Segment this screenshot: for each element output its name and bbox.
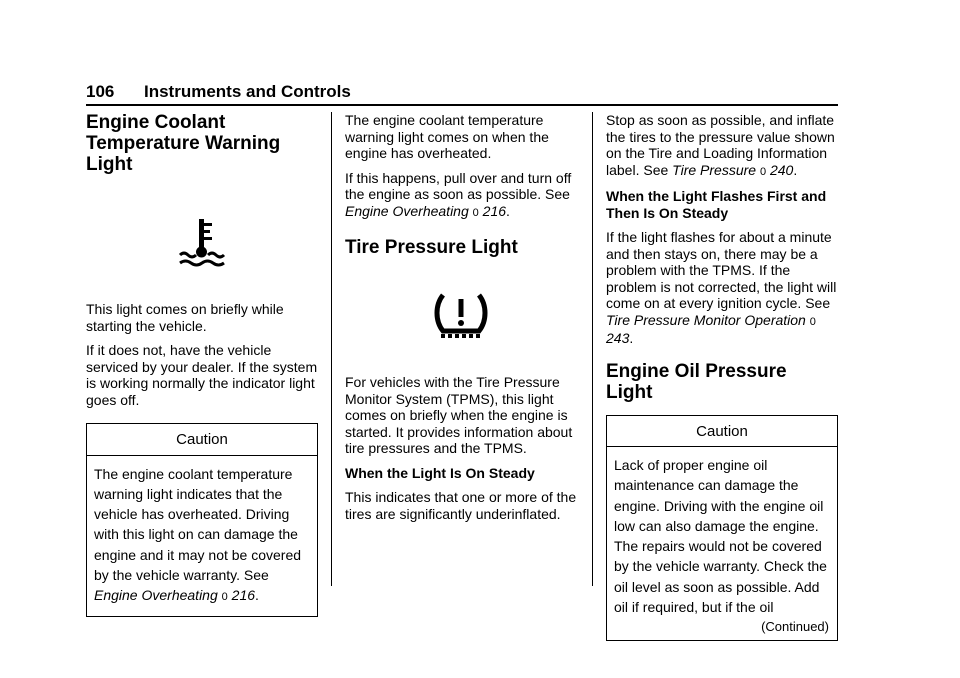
- page-ref-icon: 0: [809, 315, 816, 328]
- page-ref[interactable]: 216: [482, 202, 507, 219]
- caution-reference-link[interactable]: Engine Overheating: [94, 587, 218, 604]
- tpms-para-4: If the light flashes for about a minute and then stays on, there may be a problem with the TPMS. If the problem is not corrected, the light will come on at every ignition cycle. See Tire Pressure Monitor Operation 0 243.: [606, 229, 837, 346]
- caution-box: [86, 423, 318, 617]
- page-ref-icon: 0: [759, 165, 767, 178]
- column-2: [345, 112, 577, 530]
- caution-box: [606, 415, 838, 641]
- coolant-para-2: If it does not, have the vehicle serviced by your dealer. If the system is working normally the indicator light goes off.: [86, 342, 318, 408]
- tpms-para-2: This indicates that one or more of the tires are significantly underinflated.: [345, 489, 577, 522]
- reference-link[interactable]: Engine Overheating: [345, 202, 469, 219]
- page-ref-icon: 0: [472, 206, 479, 219]
- continued-label: (Continued): [761, 619, 829, 635]
- coolant-para-4: If this happens, pull over and turn off the engine as soon as possible. See Engine Overheating 0 216.: [345, 169, 572, 219]
- reference-link[interactable]: Tire Pressure Monitor Operation: [606, 311, 806, 328]
- page-ref-icon: 0: [221, 591, 228, 604]
- caution-body: [607, 447, 837, 640]
- tire-pressure-icon: [345, 288, 577, 342]
- caution-body: The engine coolant temperature warning light indicates that the vehicle has overheated. Driving with this light on can damage the engine and it may not be covered by the vehicle warranty. See Engine Overheating 0 216.: [94, 465, 302, 604]
- caution-page-ref[interactable]: 216: [231, 587, 256, 604]
- column-3: [606, 112, 838, 641]
- caution-text: Lack of proper engine oil maintenance can damage the engine. Driving with the engine oil low can also damage the engine. The repairs would not be covered by the vehicle warranty. Check the oil level as soon as possible. Add oil if required, but if the oil: [614, 457, 827, 616]
- page-number: 106: [86, 82, 115, 101]
- para-text: If this happens, pull over and turn off the engine as soon as possible. See: [345, 169, 572, 202]
- column-divider: [592, 112, 593, 586]
- coolant-temperature-icon: [86, 215, 318, 271]
- para-text: If the light flashes for about a minute and then stays on, there may be a problem with the TPMS. If the problem is not corrected, the light will come on at every ignition cycle. See: [606, 229, 837, 311]
- coolant-para-3: The engine coolant temperature warning light comes on when the engine has overheated.: [345, 112, 549, 161]
- tpms-subheading-flashes: When the Light Flashes First and Then Is On Steady: [606, 188, 827, 221]
- tpms-subheading-steady: When the Light Is On Steady: [345, 464, 535, 481]
- caution-title: Caution: [87, 424, 317, 456]
- reference-link[interactable]: Tire Pressure: [672, 161, 757, 178]
- column-1: [86, 112, 318, 617]
- para-text: Stop as soon as possible, and inflate the tires to the pressure value shown on the Tire and Loading Information label. See: [606, 112, 835, 178]
- page-header: [86, 82, 838, 104]
- page-ref[interactable]: 243: [606, 330, 630, 346]
- page-ref[interactable]: 240: [769, 161, 794, 178]
- coolant-heading: Engine Coolant Temperature Warning Light: [86, 112, 281, 175]
- section-title: Instruments and Controls: [144, 82, 351, 101]
- tire-pressure-heading: Tire Pressure Light: [345, 237, 518, 258]
- column-divider: [331, 112, 332, 586]
- header-rule: [86, 104, 838, 106]
- caution-title: Caution: [607, 416, 837, 448]
- coolant-para-1: This light comes on briefly while starting the vehicle.: [86, 301, 284, 334]
- tpms-para-3: Stop as soon as possible, and inflate the tires to the pressure value shown on the Tire and Loading Information label. See Tire Pressure 0 240.: [606, 112, 835, 178]
- tpms-para-1: For vehicles with the Tire Pressure Monitor System (TPMS), this light comes on briefly when the engine is started. It provides information about tire pressures and the TPMS.: [345, 374, 573, 456]
- caution-text: The engine coolant temperature warning light indicates that the vehicle has overheated. Driving with this light on can damage the engine and it may not be covered by the vehicle warranty. See: [94, 465, 302, 583]
- oil-pressure-heading: Engine Oil Pressure Light: [606, 360, 787, 403]
